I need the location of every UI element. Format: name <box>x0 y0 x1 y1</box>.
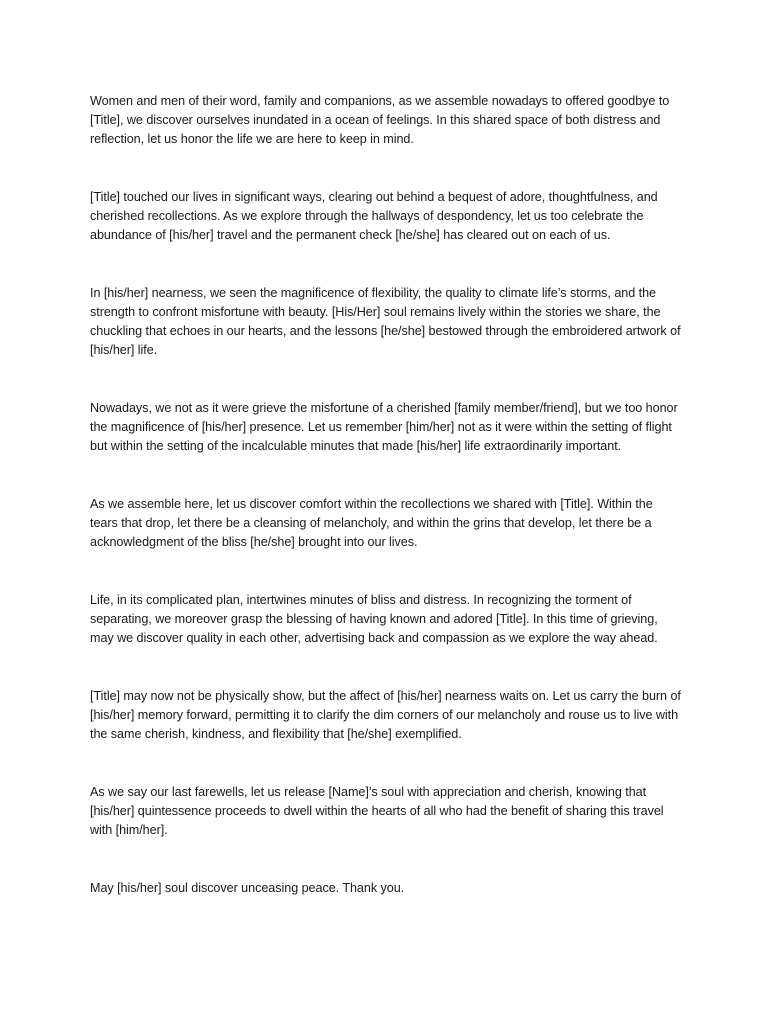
paragraph-1: Women and men of their word, family and companions, as we assemble nowadays to offered goodbye to [Title], we discover ourselves inundated in a ocean of feelings. In this shared space of both distress and reflection, let us honor the life we are here to keep in mind. <box>90 94 670 146</box>
paragraph-4: Nowadays, we not as it were grieve the misfortune of a cherished [family member/friend], but we too honor the magnificence of [his/her] presence. Let us remember [him/her] not as it were within the setting of flight but within the setting of the incalculable minutes that made [his/her] life extraordinarily important. <box>90 401 678 453</box>
paragraph-6: Life, in its complicated plan, intertwines minutes of bliss and distress. In recognizing the torment of separating, we moreover grasp the blessing of having known and adored [Title]. In this time of grieving, may we discover quality in each other, advertising back and compassion as we explore the way ahead. <box>90 593 658 645</box>
paragraph-9: May [his/her] soul discover unceasing peace. Thank you. <box>90 881 405 895</box>
paragraph-5: As we assemble here, let us discover comfort within the recollections we shared with [Title]. Within the tears that drop, let there be a cleansing of melancholy, and within the grins that develop, let there be a acknowledgment of the bliss [he/she] brought into our lives. <box>90 497 653 549</box>
paragraph-7: [Title] may now not be physically show, but the affect of [his/her] nearness waits on. Let us carry the burn of [his/her] memory forward, permitting it to clarify the dim corners of our melancholy and rouse us to live with the same cherish, kindness, and flexibility that [he/she] exemplified. <box>90 689 681 741</box>
paragraph-2: [Title] touched our lives in significant ways, clearing out behind a bequest of adore, thoughtfulness, and cherished recollections. As we explore through the hallways of despondency, let us too celebrate the abundance of [his/her] travel and the permanent check [he/she] has cleared out on each of us. <box>90 190 658 242</box>
paragraph-8: As we say our last farewells, let us release [Name]’s soul with appreciation and cherish, knowing that [his/her] quintessence proceeds to dwell within the hearts of all who had the benefit of sharing this travel with [him/her]. <box>90 785 664 837</box>
paragraph-3: In [his/her] nearness, we seen the magnificence of flexibility, the quality to climate life’s storms, and the strength to confront misfortune with beauty. [His/Her] soul remains lively within the stories we share, the chuckling that echoes in our hearts, and the lessons [he/she] bestowed through the embroidered artwork of [his/her] life. <box>90 286 681 357</box>
document-body <box>90 92 682 937</box>
